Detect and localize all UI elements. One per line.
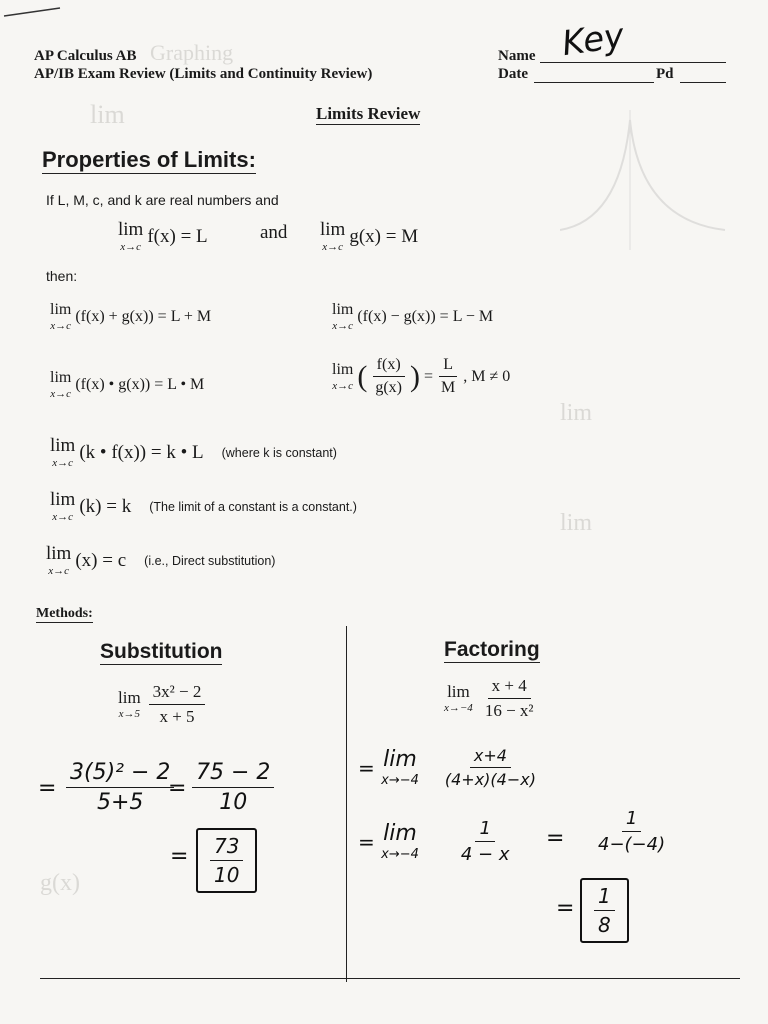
constant-multiple-rule: lim x→c (k • f(x)) = k • L (where k is constant) xyxy=(50,435,337,469)
factoring-answer: $\frac{1}{8}$ xyxy=(580,878,629,943)
pd-label: Pd xyxy=(656,66,674,82)
date-line xyxy=(534,82,654,83)
identity-rule: lim x→c (x) = c (i.e., Direct substitution) xyxy=(46,543,276,577)
page-title: Limits Review xyxy=(316,104,421,123)
pen-mark xyxy=(0,0,70,20)
sub-eq-3: = xyxy=(170,844,189,869)
fact-eq-3: = xyxy=(556,896,575,921)
factoring-step-1: = lim x→−4 $\frac{x+4}{(4+x)(4-x)}$ xyxy=(358,746,536,789)
factoring-problem: lim x→−4 $\frac{x + 4}{\text{16 − x²}}$ xyxy=(444,676,534,720)
name-label: Name xyxy=(498,48,536,64)
sub-step-1: $\frac{\text{3(5)² − 2}}{5+5}$ xyxy=(62,760,178,815)
properties-heading: Properties of Limits: xyxy=(42,147,256,172)
sub-step-2: $\frac{75 - 2}{10}$ xyxy=(188,760,278,815)
methods-label: Methods: xyxy=(36,606,93,621)
given-g-limit: lim x→c g(x) = M xyxy=(320,219,419,253)
pd-line xyxy=(680,82,726,83)
and-word: and xyxy=(260,222,288,243)
course-title: AP Calculus AB xyxy=(34,48,137,64)
sub-eq-2: = xyxy=(168,776,187,801)
factoring-heading: Factoring xyxy=(444,638,540,661)
factoring-step-2: = lim x→−4 $\frac{1}{4 - x}$ xyxy=(358,818,510,865)
given-f-limit: lim x→c f(x) = L xyxy=(118,219,208,253)
substitution-heading: Substitution xyxy=(100,640,223,663)
sum-rule: lim x→c (f(x) + g(x)) = L + M xyxy=(50,301,212,332)
fact-eq-2: = xyxy=(546,826,565,851)
name-value: Key xyxy=(559,15,627,65)
sub-eq-1: = xyxy=(38,776,57,801)
date-label: Date xyxy=(498,66,528,82)
difference-rule: lim x→c (f(x) − g(x)) = L − M xyxy=(332,301,494,332)
then-label: then: xyxy=(46,268,78,284)
divider-vertical xyxy=(346,626,347,982)
constant-rule: lim x→c (k) = k (The limit of a constant is a constant.) xyxy=(50,489,357,523)
quotient-rule: lim x→c ( $\frac{f(x)}{g(x)}$ ) = $\frac{L}{M}$ , M ≠ 0 xyxy=(332,356,511,396)
properties-intro: If L, M, c, and k are real numbers and xyxy=(46,192,279,208)
substitution-problem: lim x→5 $\frac{\text{3x² − 2}}{x + 5}$ xyxy=(118,682,209,727)
divider-horizontal xyxy=(40,978,740,979)
substitution-answer: $\frac{73}{10}$ xyxy=(196,828,257,893)
course-subtitle: AP/IB Exam Review (Limits and Continuity Review) xyxy=(34,66,373,82)
bleed-graph xyxy=(560,110,730,250)
factoring-step-3: $\frac{1}{4-(-4)}$ xyxy=(598,808,666,855)
product-rule: lim x→c (f(x) • g(x)) = L • M xyxy=(50,369,205,400)
